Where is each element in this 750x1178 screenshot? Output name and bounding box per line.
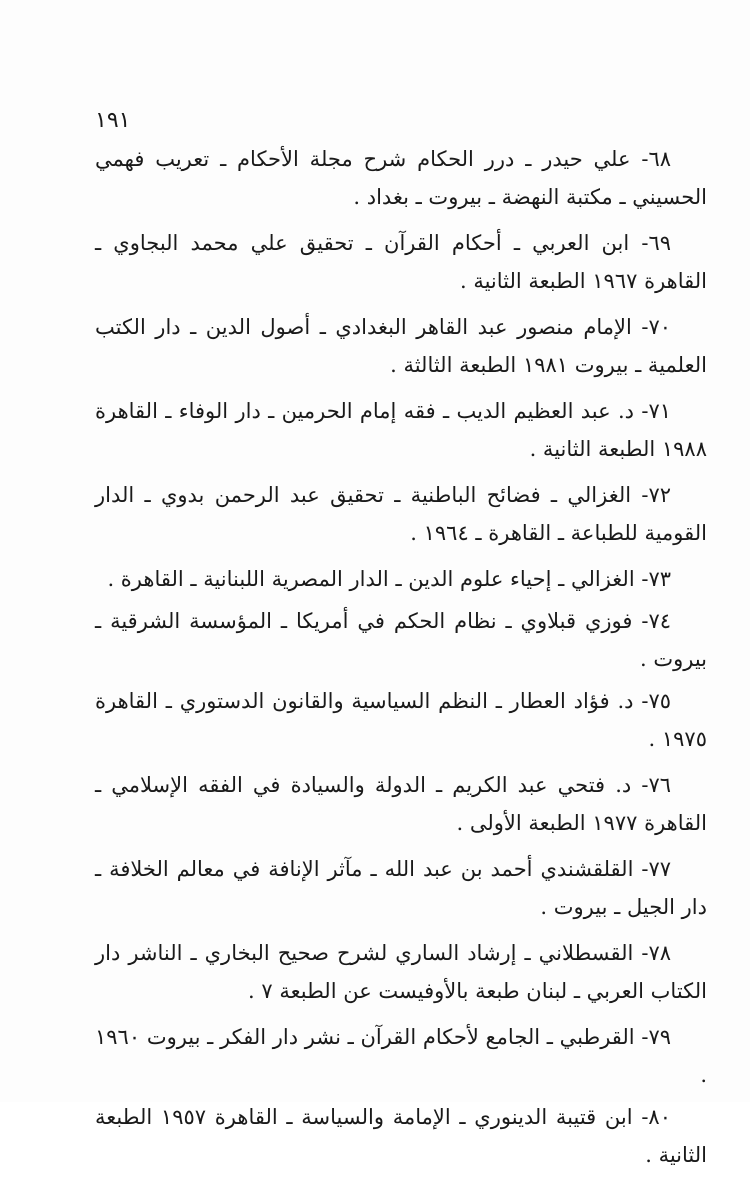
reference-item: ٦٩- ابن العربي ـ أحكام القرآن ـ تحقيق علي محمد البجاوي ـ القاهرة ١٩٦٧ الطبعة الثانية . (95, 231, 707, 293)
reference-item: ٧٣- الغزالي ـ إحياء علوم الدين ـ الدار المصرية اللبنانية ـ القاهرة . (107, 567, 671, 591)
reference-item: ٧٦- د. فتحي عبد الكريم ـ الدولة والسيادة في الفقه الإسلامي ـ القاهرة ١٩٧٧ الطبعة الأولى . (95, 773, 707, 835)
reference-item: ٧١- د. عبد العظيم الديب ـ فقه إمام الحرمين ـ دار الوفاء ـ القاهرة ١٩٨٨ الطبعة الثانية . (95, 399, 707, 461)
reference-item: ٧٠- الإمام منصور عبد القاهر البغدادي ـ أصول الدين ـ دار الكتب العلمية ـ بيروت ١٩٨١ الطبعة الثالثة . (95, 315, 707, 377)
reference-item: ٦٨- علي حيدر ـ درر الحكام شرح مجلة الأحكام ـ تعريب فهمي الحسيني ـ مكتبة النهضة ـ بيروت ـ بغداد . (95, 147, 707, 209)
reference-item: ٧٢- الغزالي ـ فضائح الباطنية ـ تحقيق عبد الرحمن بدوي ـ الدار القومية للطباعة ـ القاهرة ـ ١٩٦٤ . (95, 483, 707, 545)
page-number: ١٩١ (95, 108, 131, 133)
reference-item: ٧٩- القرطبي ـ الجامع لأحكام القرآن ـ نشر دار الفكر ـ بيروت ١٩٦٠ . (95, 1025, 707, 1087)
reference-list (95, 140, 707, 1178)
reference-item: ٧٤- فوزي قبلاوي ـ نظام الحكم في أمريكا ـ المؤسسة الشرقية ـ بيروت . (95, 609, 707, 671)
reference-item: ٧٧- القلقشندي أحمد بن عبد الله ـ مآثر الإنافة في معالم الخلافة ـ دار الجيل ـ بيروت . (95, 857, 707, 919)
reference-item: ٨٠- ابن قتيبة الدينوري ـ الإمامة والسياسة ـ القاهرة ١٩٥٧ الطبعة الثانية . (95, 1105, 707, 1167)
reference-item: ٧٥- د. فؤاد العطار ـ النظم السياسية والقانون الدستوري ـ القاهرة ١٩٧٥ . (95, 689, 707, 751)
reference-item: ٧٨- القسطلاني ـ إرشاد الساري لشرح صحيح البخاري ـ الناشر دار الكتاب العربي ـ لبنان طبعة بالأوفيست عن الطبعة ٧ . (95, 941, 707, 1003)
